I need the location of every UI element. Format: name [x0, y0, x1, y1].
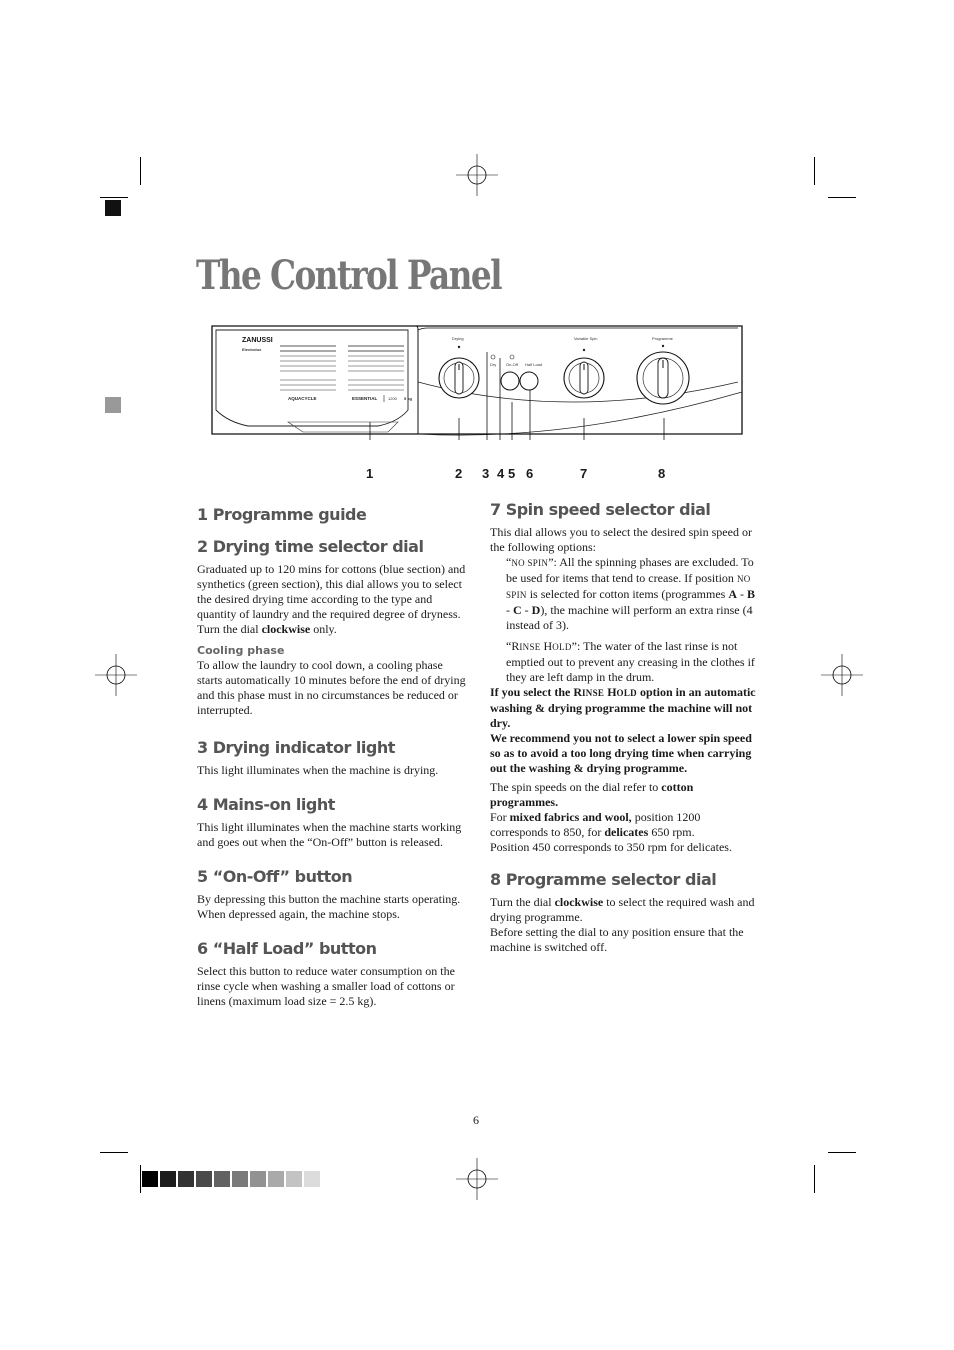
color-swatch [232, 1171, 248, 1187]
spin-dial-label: Variable Spin [574, 336, 598, 341]
crop-mark [140, 1165, 141, 1193]
color-swatch [286, 1171, 302, 1187]
color-swatch [250, 1171, 266, 1187]
half-load-button[interactable] [520, 372, 538, 390]
model-speed: 1200 [388, 396, 397, 401]
section-5-heading: 5 “On-Off” button [197, 867, 353, 886]
section-8-text-2: Before setting the dial to any position ensure that the machine is switched off. [490, 925, 744, 954]
section-5-text: By depressing this button the machine starts operating. When depressed again, the machine stops. [197, 892, 461, 921]
section-6-heading: 6 “Half Load” button [197, 939, 377, 958]
on-off-label: On-Off [506, 362, 518, 367]
color-swatch [268, 1171, 284, 1187]
rinse-hold-warning: If you select the RINSE HOLD option in an automatic washing & drying programme the machine will not dry. [490, 685, 756, 730]
section-8-heading: 8 Programme selector dial [490, 870, 717, 889]
right-column [490, 500, 756, 955]
programme-guide-chart [280, 346, 404, 390]
color-swatch [196, 1171, 212, 1187]
crop-mark [814, 157, 815, 185]
registration-mark-bottom [456, 1158, 498, 1200]
dry-label: Dry [490, 362, 497, 367]
callout-3: 3 [482, 466, 490, 481]
half-load-label: Half Load [525, 362, 543, 367]
model-left: AQUACYCLE [288, 396, 317, 401]
cooling-phase-heading: Cooling phase [197, 644, 285, 657]
page-title: The Control Panel [196, 252, 501, 299]
crop-mark [828, 1152, 856, 1153]
programme-dial-label: Programme [652, 336, 673, 341]
crop-mark [814, 1165, 815, 1193]
control-panel-diagram [208, 322, 746, 440]
color-swatch [178, 1171, 194, 1187]
registration-mark-right [821, 654, 863, 696]
cooling-phase-text: To allow the laundry to cool down, a cooling phase starts automatically 10 minutes before the end of drying and this phase must in no circumstances be reduced or interrupted. [197, 658, 466, 717]
on-off-button[interactable] [501, 372, 519, 390]
brand-logo: ZANUSSI [242, 337, 273, 344]
callout-2: 2 [455, 466, 463, 481]
section-4-text: This light illuminates when the machine starts working and goes out when the “On-Off” button is released. [197, 820, 462, 849]
callout-1: 1 [366, 466, 374, 481]
callout-6: 6 [526, 466, 534, 481]
registration-mark-left [95, 654, 137, 696]
section-3-heading: 3 Drying indicator light [197, 738, 395, 757]
crop-mark [100, 1152, 128, 1153]
black-tab-marker [105, 200, 121, 216]
spin-speed-warning: We recommend you not to select a lower spin speed so as to avoid a too long drying time when carrying out the washing & drying programme. [490, 731, 752, 775]
callout-5: 5 [508, 466, 516, 481]
page-number: 6 [473, 1113, 479, 1127]
model-load: 5 kg [404, 396, 413, 401]
section-7-heading: 7 Spin speed selector dial [490, 500, 711, 519]
color-swatch [142, 1171, 158, 1187]
section-3-text: This light illuminates when the machine is drying. [197, 763, 439, 777]
section-6-text: Select this button to reduce water consumption on the rinse cycle when washing a smaller load of cottons or linens (maximum load size = 2.5 kg). [197, 964, 455, 1008]
color-swatch [304, 1171, 320, 1187]
crop-mark [100, 197, 128, 198]
left-column [197, 505, 467, 1009]
callout-4: 4 [497, 466, 505, 481]
section-8-text: Turn the dial clockwise to select the required wash and drying programme. [490, 895, 755, 924]
model-right: ESSENTIAL [352, 396, 378, 401]
crop-mark [140, 157, 141, 185]
no-spin-option: “NO SPIN”: All the spinning phases are excluded. To be used for items that tend to crease. If position NO SPIN is selected for cotton items (programmes A - B - C - D), the machine will perform an extra rinse (4 instead of 3). [506, 555, 756, 632]
callout-8: 8 [658, 466, 666, 481]
crop-mark [828, 197, 856, 198]
color-swatch [160, 1171, 176, 1187]
position-450-note: Position 450 corresponds to 350 rpm for delicates. [490, 840, 732, 854]
drying-indicator-light [491, 355, 495, 359]
section-2-heading: 2 Drying time selector dial [197, 537, 424, 556]
brand-sub: Electrolux [242, 347, 262, 352]
section-2-text: Graduated up to 120 mins for cottons (blue section) and synthetics (green section), this dial allows you to select the desired drying time according to the type and quantity of laundry and the required degree of dryness. Turn the dial clockwise only. [197, 562, 466, 636]
grey-tab-marker [105, 397, 121, 413]
callout-7: 7 [580, 466, 588, 481]
registration-mark-top [456, 154, 498, 196]
section-7-intro: This dial allows you to select the desired spin speed or the following options: [490, 525, 752, 554]
mixed-fabrics-note: For mixed fabrics and wool, position 1200 corresponds to 850, for delicates 650 rpm. [490, 810, 701, 839]
section-1-heading: 1 Programme guide [197, 505, 367, 524]
color-swatch [214, 1171, 230, 1187]
section-4-heading: 4 Mains-on light [197, 795, 335, 814]
mains-on-light [510, 355, 514, 359]
spin-speeds-note: The spin speeds on the dial refer to cotton programmes. [490, 780, 694, 809]
rinse-hold-option: “RINSE HOLD”: The water of the last rinse is not emptied out to prevent any creasing in the clothes if they are left damp in the drum. [506, 639, 755, 684]
drying-dial-label: Drying [452, 336, 464, 341]
